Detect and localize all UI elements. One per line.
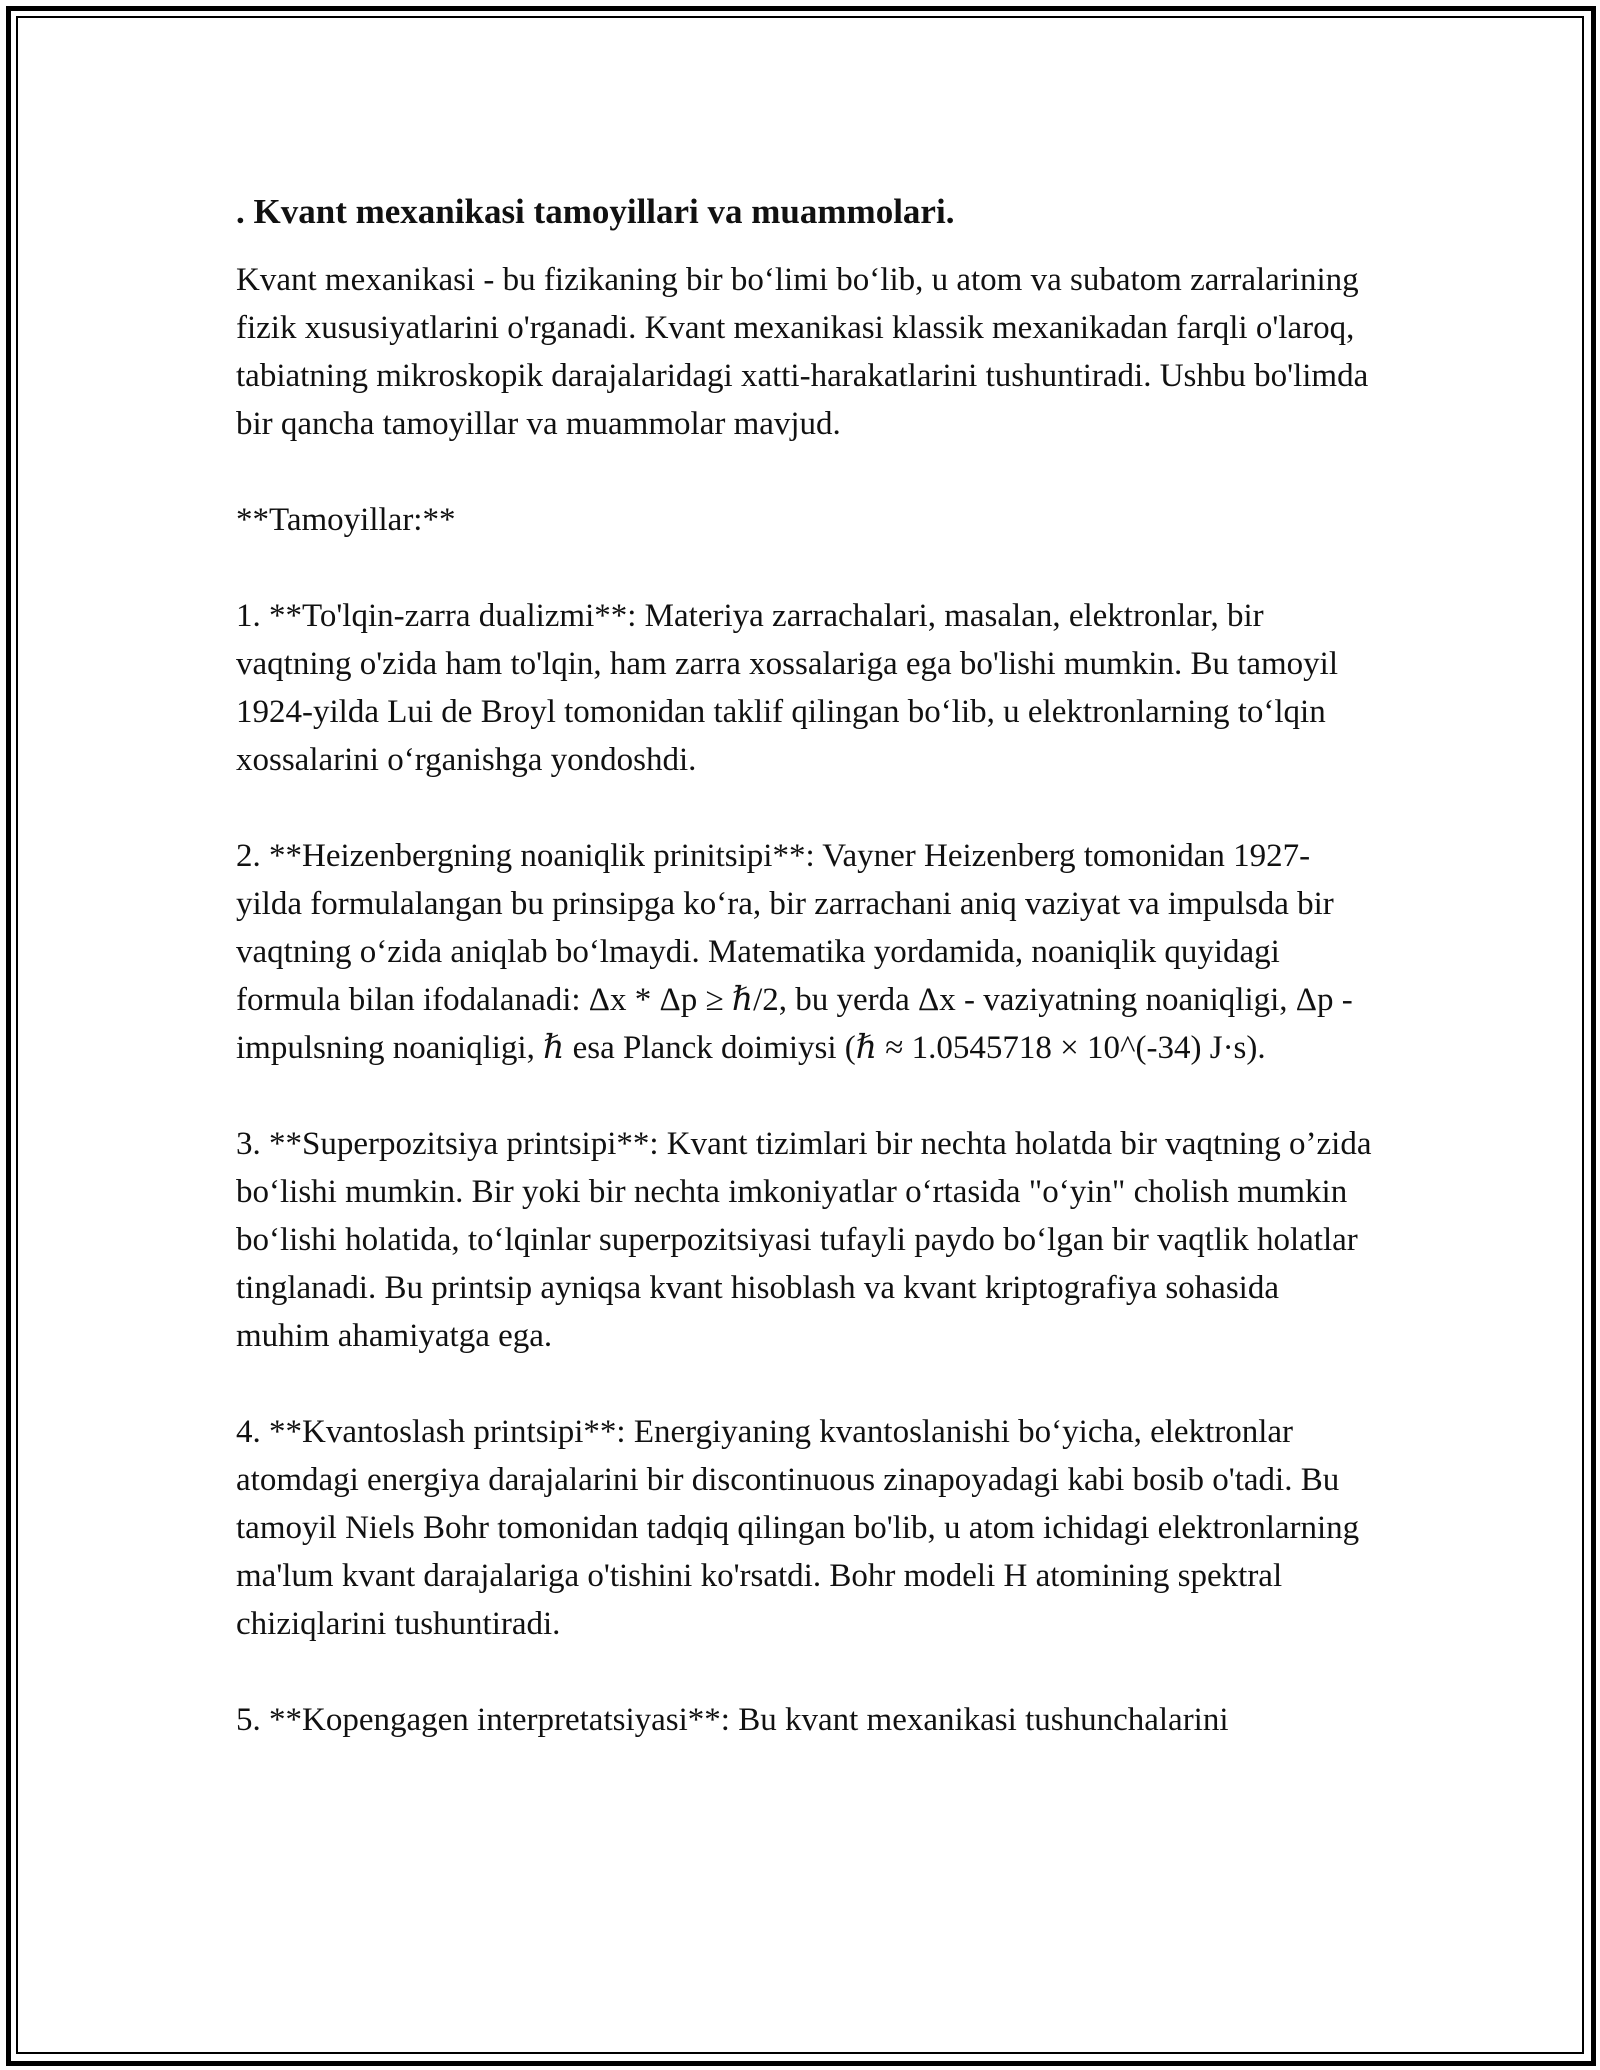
principle-4-paragraph: 4. **Kvantoslash printsipi**: Energiyaning kvantoslanishi bo‘yicha, elektronlar atomdagi energiya darajalarini bir discontinuous zinapoyadagi kabi bosib o'tadi. Bu tamoyil Niels Bohr tomonidan tadqiq qilingan bo'lib, u atom ichidagi elektronlarning ma'lum kvant darajalariga o'tishini ko'rsatdi. Bohr modeli H atomining spektral chiziqlarini tushuntiradi. (236, 1414, 1360, 1642)
document-title: . Kvant mexanikasi tamoyillari va muammolari. (236, 192, 955, 231)
principles-heading: **Tamoyillar:** (236, 502, 456, 538)
intro-paragraph: Kvant mexanikasi - bu fizikaning bir bo‘limi bo‘lib, u atom va subatom zarralarining fizik xususiyatlarini o'rganadi. Kvant mexanikasi klassik mexanikadan farqli o'laroq, tabiatning mikroskopik darajalaridagi xatti-harakatlarini tushuntiradi. Ushbu bo'limda bir qancha tamoyillar va muammolar mavjud. (236, 262, 1369, 442)
principle-2-paragraph: 2. **Heizenbergning noaniqlik prinitsipi**: Vayner Heizenberg tomonidan 1927-yilda formulalangan bu prinsipga ko‘ra, bir zarrachani aniq vaziyat va impulsda bir vaqtning o‘zida aniqlab bo‘lmaydi. Matematika yordamida, noaniqlik quyidagi formula bilan ifodalanadi: Δx * Δp ≥ ℏ/2, bu yerda Δx - vaziyatning noaniqligi, Δp - impulsning noaniqligi, ℏ esa Planck doimiysi (ℏ ≈ 1.0545718 × 10^(-34) J·s). (236, 838, 1353, 1066)
principle-1-paragraph: 1. **To'lqin-zarra dualizmi**: Materiya zarrachalari, masalan, elektronlar, bir vaqtning o'zida ham to'lqin, ham zarra xossalariga ega bo'lishi mumkin. Bu tamoyil 1924-yilda Lui de Broyl tomonidan taklif qilingan bo‘lib, u elektronlarning to‘lqin xossalarini o‘rganishga yondoshdi. (236, 598, 1339, 778)
principle-5-paragraph: 5. **Kopengagen interpretatsiyasi**: Bu kvant mexanikasi tushunchalarini (236, 1702, 1229, 1738)
principle-3-paragraph: 3. **Superpozitsiya printsipi**: Kvant tizimlari bir nechta holatda bir vaqtning o’zida bo‘lishi mumkin. Bir yoki bir nechta imkoniyatlar o‘rtasida "o‘yin" cholish mumkin bo‘lishi holatida, to‘lqinlar superpozitsiyasi tufayli paydo bo‘lgan bir vaqtlik holatlar tinglanadi. Bu printsip ayniqsa kvant hisoblash va kvant kriptografiya sohasida muhim ahamiyatga ega. (236, 1126, 1372, 1354)
document-body (236, 190, 1376, 1792)
